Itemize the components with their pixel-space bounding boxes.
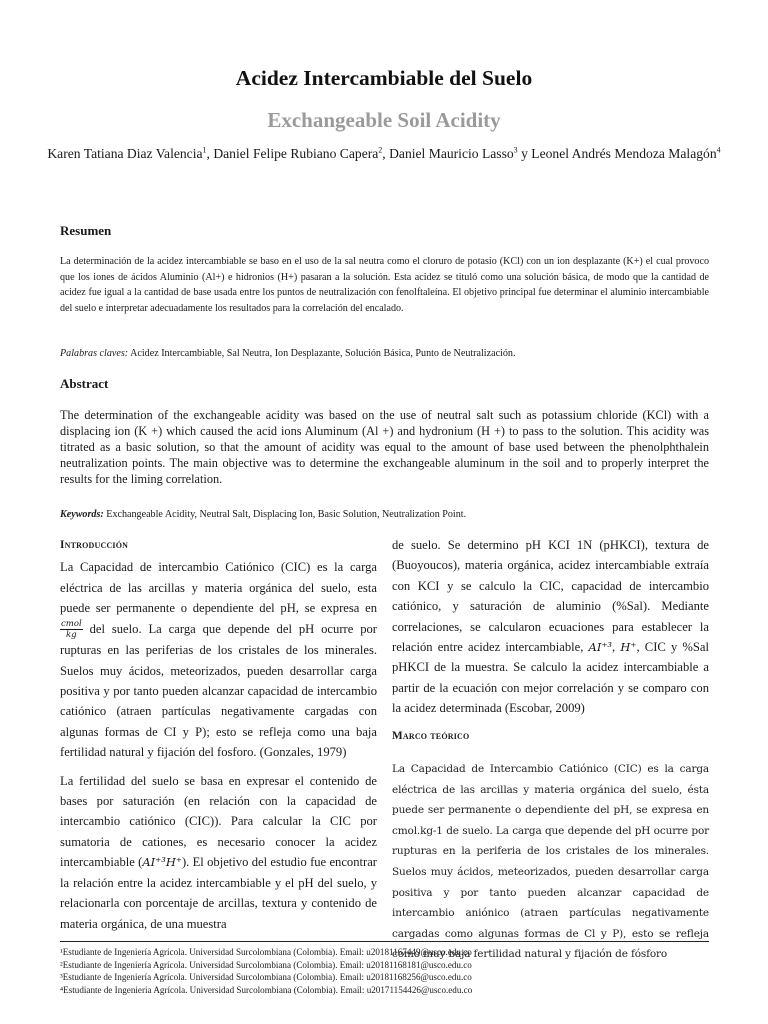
author-affiliation-mark: 1	[202, 145, 207, 155]
marco-teorico-text: La Capacidad de Intercambio Catiónico (CIC) es la carga eléctrica de las arcillas y materia orgánica del suelo, ésta puede ser permanente o dependiente del pH, se expresa en cmol.kg-1 de suelo. La carga que depende del pH ocurre por rupturas en la periferia de los cristales de los minerales. Suelos muy ácidos, meteorizados, pueden desarrollar carga positiva y por tanto pueden alcanzar capacidad de intercambio aniónico (atraen partículas negativamente cargadas como algunas formas de Cl y P), esto se refleja como muy baja fertilidad natural y fijación de fósforo	[392, 763, 709, 961]
keywords-label: Palabras claves:	[60, 348, 129, 359]
resumen-text: La determinación de la acidez intercambiable se baso en el uso de la sal neutra como el cloruro de potasio (KCl) con un ion desplazante (K+) el cual provoco que los iones de ácidos Aluminio (Al+) e hidronios (H+) pasaran a la solución. Esta acidez se tituló como una solución básica, de modo que la cantidad de acidez fue igual a la cantidad de base usada entre los puntos de neutralización con fenolftaleína. El objetivo principal fue determinar el aluminio intercambiable del suelo e interpretar adecuadamente los resultados para la correlación del encalado.	[60, 256, 709, 314]
footnotes	[60, 946, 740, 996]
paper-title: Acidez Intercambiable del Suelo	[235, 66, 533, 90]
abstract-heading: Abstract	[60, 376, 109, 391]
unit-fraction	[60, 619, 83, 640]
author-list	[40, 144, 728, 164]
footnote-divider	[60, 941, 709, 942]
intro-paragraph-2	[60, 771, 377, 934]
author-name: Karen Tatiana Diaz Valencia	[47, 146, 203, 161]
intro-paragraph-1	[60, 557, 377, 762]
section-heading-marco-teorico: Marco teórico	[392, 729, 470, 742]
author-affiliation-mark: 3	[513, 145, 518, 155]
section-heading-introduccion: Introducción	[60, 539, 129, 551]
math-expression: AI⁺³	[588, 640, 613, 655]
paragraph-text: ). El objetivo del estudio fue encontrar la relación entre la acidez intercambiable y el pH del suelo, y relacionarla con porcentaje de arcillas, textura y contenido de materia orgánica, de una muestra	[60, 855, 377, 931]
keywords-list: Exchangeable Acidity, Neutral Salt, Displacing Ion, Basic Solution, Neutralization Point.	[103, 509, 467, 520]
paper-subtitle: Exchangeable Soil Acidity	[267, 108, 501, 132]
paragraph-text: , CIC y %Sal pHKCI de la muestra. Se calculo la acidez intercambiable a partir de la ecuación con mejor correlación y se comparo con la acidez determinada (Escobar, 2009)	[392, 640, 710, 716]
paragraph-text: ,	[612, 640, 621, 655]
fraction-denominator: kg	[66, 630, 77, 641]
right-paragraph-1	[392, 535, 709, 719]
resumen-heading: Resumen	[60, 223, 112, 238]
keywords-label: Keywords:	[60, 509, 104, 520]
fraction-numerator: cmol	[61, 619, 82, 630]
math-expression: AI⁺³H⁺	[142, 855, 182, 870]
paragraph-text: La fertilidad del suelo se basa en expresar el contenido de bases por saturación (en relación con la capacidad de intercambio catiónico (CIC)). Para calcular la CIC por sumatoria de cationes, es necesario conocer la acidez intercambiable (	[60, 773, 377, 870]
author-name: , Daniel Felipe Rubiano Capera	[206, 146, 379, 161]
author-name: y Leonel Andrés Mendoza Malagón	[517, 146, 717, 161]
footnote-item: ³Estudiante de Ingeniería Agrícola. Universidad Surcolombiana (Colombia). Email: u20181168256@usco.edu.co	[60, 972, 472, 983]
abstract-keywords	[60, 507, 709, 523]
math-expression: H⁺	[620, 640, 637, 655]
author-name: , Daniel Mauricio Lasso	[382, 146, 514, 161]
paragraph-text: La Capacidad de intercambio Catiónico (CIC) es la carga eléctrica de las arcillas y materia orgánica del suelo, esta puede ser permanente o dependiente del pH, se expresa en	[60, 560, 377, 616]
footnote-item: ⁴Estudiante de Ingeniería Agrícola. Universidad Surcolombiana (Colombia). Email: u20171154426@usco.edu.co	[60, 984, 473, 995]
footnote-item: ¹Estudiante de Ingeniería Agrícola. Universidad Surcolombiana (Colombia). Email: u20181167449@usco.edu.co	[60, 947, 472, 957]
author-affiliation-mark: 4	[716, 145, 721, 155]
keywords-list: Acidez Intercambiable, Sal Neutra, Ion Desplazante, Solución Básica, Punto de Neutralización.	[128, 348, 516, 359]
author-affiliation-mark: 2	[378, 145, 383, 155]
footnote-item: ²Estudiante de Ingeniería Agrícola. Universidad Surcolombiana (Colombia). Email: u20181168181@usco.edu.co	[60, 959, 472, 970]
abstract-text: The determination of the exchangeable acidity was based on the use of neutral salt such as potassium chloride (KCl) with a displacing ion (K +) which caused the acid ions Aluminum (Al +) and hydronium (H +) to pass to the solution. This acidity was titrated as a basic solution, so that the amount of acidity was equal to the amount of base used between the phenolphthalein neutralization points. The main objective was to determine the exchangeable aluminum in the soil and to properly interpret the results for the liming correlation.	[60, 408, 709, 486]
paragraph-text: del suelo. La carga que depende del pH ocurre por rupturas en las periferias de los cristales de los minerales. Suelos muy ácidos, meteorizados, pueden desarrollar carga positiva y por tanto pueden alcanzar capacidad de intercambio catiónico (atraen partículas negativamente cargadas con algunas formas de CI y P); esto se refleja como una baja fertilidad natural y fijación del fosforo. (Gonzales, 1979)	[60, 621, 377, 760]
left-column	[60, 535, 377, 934]
right-column	[392, 535, 709, 746]
paragraph-text: de suelo. Se determino pH KCI 1N (pHKCI), textura de (Buoyoucos), materia orgánica, acidez intercambiable extraía con KCI y se calculo la CIC, capacidad de intercambio catiónico, y saturación de aluminio (%Sal). Mediante correlaciones, se calcularon ecuaciones para establecer la relación entre acidez intercambiable,	[392, 538, 709, 655]
resumen-keywords	[60, 346, 709, 362]
